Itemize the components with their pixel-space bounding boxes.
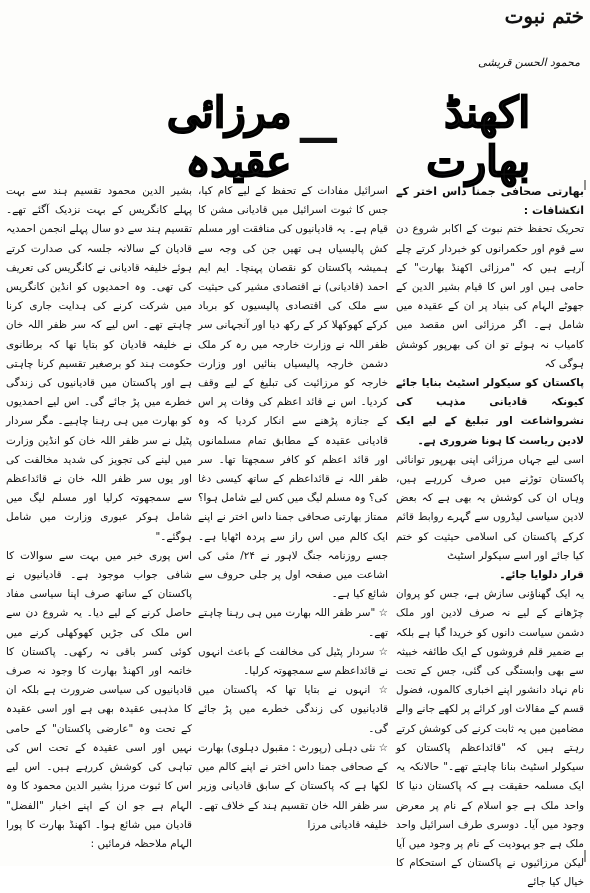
headline-left: مرزائی عقیدہ [167,88,292,186]
paragraph: بشیر الدین محمود تقسیم ہند سے بہت پہلے کانگریس کے بہت نزدیک آگئے تھے۔ تقسیم ہند سے دو سال پہلے انجمن احمدیہ قادیان کے سالانہ جلسہ کی صدارت کرتے ہوئے خلیفہ قادیانی نے کانگریس کی تعریف کی تھی۔ وہ احمدیوں کو انڈین کانگریس میں شرکت کرنے کی ہدایت جاری کرنا چاہتے تھے۔ اس لیے کہ سر ظفر اللہ خان نے خلیفہ قادیان کو بتایا تھا کہ برطانوی حکومت ہند کو برصغیر تقسیم کرنا چاہتی ہے اور پاکستان میں قادیانیوں کی زندگی خطرے میں پڑ جائے گی۔ اس لیے احمدیوں کو بھارت میں ہی رہنا چاہیے۔ مگر سردار پٹیل نے سر ظفر اللہ خان کو انڈین وزارت میں لینے کی تجویز کی شدید مخالفت کی اور یوں سر ظفر اللہ خان نے قائداعظم سے سمجھوتہ کرلیا اور مسلم لیگ میں شامل ہوکر عبوری وزارت میں شامل ہوگئے۔" [6,185,192,543]
section-heading: بھارتی صحافی جمنا داس اختر کے انکشافات : [396,185,584,218]
paragraph: یہ ایک گھناؤنی سازش ہے، جس کو پروان چڑھانے کے لیے نہ صرف لادین اور ملک دشمن سیاست دانوں کو خریدا گیا ہے بلکہ بے ضمیر قلم فروشوں کے ایک طائفہ خبیثہ سے بھی وابستگی کی گئی، جس کے تحت نام نہاد دانشور اپنے اخباری کالموں، فضول قسم کے مقالات اور کرائے پر لکھے جانے والے مضامین میں یہ ثابت کرنے کی کوشش کرتے رہتے ہیں کہ "قائداعظم پاکستان کو سیکولر اسٹیٹ بنانا چاہتے تھے۔" حالانکہ یہ ایک مسلمہ حقیقت ہے کہ پاکستان دنیا کا واحد ملک ہے جو اسلام کے نام پر معرض وجود میں آیا۔ دوسری طرف اسرائیل واحد ملک ہے جو یہودیت کے نام پر وجود میں آیا لیکن مرزائیوں نے پاکستان کے استحکام کا خیال کیا جائے [396,588,584,889]
headline-dash: — [297,112,340,162]
quote-item: ☆ "سر ظفر اللہ بھارت میں ہی رہنا چاہتے تھے۔ [198,607,388,639]
paragraph: اسرائیل مفادات کے تحفظ کے لیے کام کیا، جس کا ثبوت اسرائیل میں قادیانی مشن کا قیام ہے۔ یہ قادیانیوں کی منافقت اور مسلم کش پالیسیاں ہی تھیں جن کی وجہ سے ہمیشہ پاکستان کو نقصان پہنچا۔ ایم ایم احمد (قادیانی) نے اقتصادی مشیر کی حیثیت سے ملک کی اقتصادی پالیسیوں کو برباد کرکے کھوکھلا کر کے رکھ دیا اور آنجہانی سر ظفر اللہ نے وزارت خارجہ میں رہ کر ملک دشمن خارجہ پالیسیاں بنائیں اور وزارت خارجہ کو مرزائیت کی تبلیغ کے لیے وقف کردیا۔ اس نے قائد اعظم کی وفات پر اس کے جنازہ پڑھنے سے انکار کردیا کہ وہ قادیانی عقیدہ کے مطابق تمام مسلمانوں اور قائد اعظم کو کافر سمجھتا تھا۔ سر ظفر اللہ نے قائداعظم کے ساتھ کیسی دغا کی؟ وہ مسلم لیگ میں کس لیے شامل ہوا؟ ممتاز بھارتی صحافی جمنا داس اختر نے اپنے ایک کالم میں اس راز سے پردہ اٹھایا ہے۔ جسے روزنامہ جنگ لاہور نے ۲۴/ مئی کی اشاعت میں صفحہ اول پر جلی حروف سے شائع کیا ہے۔ [198,185,388,601]
quote-item: ☆ انہوں نے بتایا تھا کہ پاکستان میں قادیانیوں کی زندگی خطرے میں پڑ جائے گی۔ [198,684,388,735]
bold-paragraph: قرار دلوایا جائے۔ [499,569,584,582]
quote-item: ☆ نئی دہلی (رپورٹ : مقبول دہلوی) بھارت کے صحافی جمنا داس اختر نے اپنے کالم میں لکھا ہے کہ پاکستان کے سابق قادیانی وزیر سر ظفر اللہ خان تقسیم ہند کے خلاف تھے۔ خلیفہ قادیانی مرزا [198,741,388,831]
bold-paragraph: پاکستان کو سیکولر اسٹیٹ بنایا جائے کیونکہ قادیانی مذہب کی نشرواشاعت اور تبلیغ کے لیے ایک لادین ریاست کا ہونا ضروری ہے۔ [396,377,584,447]
paragraph: اسی لیے جہاں مرزائی اپنی بھرپور توانائی پاکستان توڑنے میں صرف کررہے ہیں، وہاں ان کی کوشش یہ بھی ہے کہ بعض لادین سیاسی لیڈروں سے گہرے روابط قائم کرکے پاکستان کی اسلامی حیثیت کو ختم کیا جائے اور اسے سیکولر اسٹیٹ [396,453,584,562]
headline-right: اکھنڈ بھارت [426,88,530,186]
author-byline: محمود الحسن قریشی [478,56,580,69]
paragraph: اس پوری خبر میں بہت سے سوالات کا شافی جواب موجود ہے۔ قادیانیوں نے پاکستان کے ساتھ صرف اپنا سیاسی مفاد حاصل کرنے کے لیے دیا۔ یہ شروع دن سے اس ملک کی جڑیں کھوکھلی کرنے میں کوئی کسر باقی نہ رکھی۔ پاکستان کا خاتمہ اور اکھنڈ بھارت کا وجود نہ صرف قادیانیوں کی سیاسی ضرورت ہے بلکہ ان کا مذہبی عقیدہ بھی ہے اور اسی عقیدہ کے تحت وہ "عارضی پاکستان" کے حامی نہیں اور اسی عقیدہ کے تحت اس کی تباہی کی کوشش کررہے ہیں۔ اس لیے اس کا ثبوت مرزا بشیر الدین محمود کا وہ الہام ہے جو ان کے اپنے اخبار "الفضل" قادیان میں شائع ہوا۔ اکھنڈ بھارت کا پورا الہام ملاحظہ فرمائیں : [6,549,192,850]
quote-item: ☆ سردار پٹیل کی مخالفت کے باعث انہوں نے قائداعظم سے سمجھوتہ کرلیا۔ [198,645,388,678]
paragraph: تحریک تحفظ ختم نبوت کے اکابر شروع دن سے قوم اور حکمرانوں کو خبردار کرتے چلے آرہے ہیں کہ "مرزائی اکھنڈ بھارت" کے حامی ہیں اور اس کا قیام بشیر الدین کے جھوٹے الہام کی بنیاد پر ان کے عقیدہ میں شامل ہے۔ اگر مرزائی اس مقصد میں کامیاب نہ ہوئے تو ان کی بھرپور کوشش ہوگی کہ [396,223,584,370]
logo-text: ختم نبوت [504,4,584,28]
